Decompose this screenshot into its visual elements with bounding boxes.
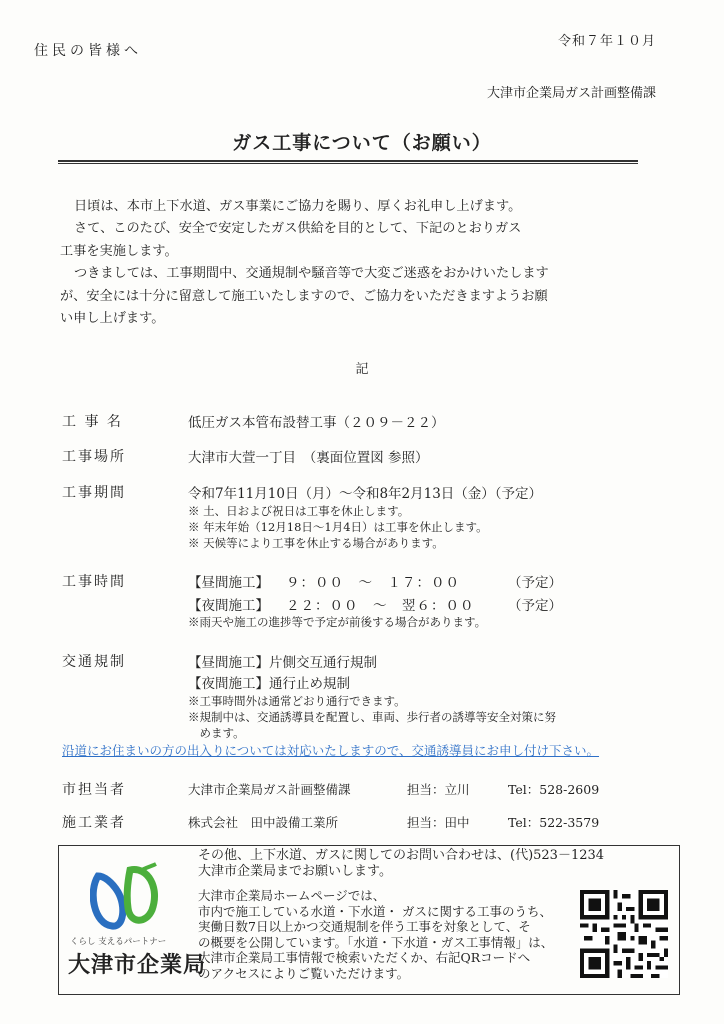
logo-tagline: くらし 支えるパートナー [70, 937, 167, 947]
contractor-person: 担当：田中 [407, 815, 470, 830]
traffic-label: 交通規制 [62, 654, 126, 670]
city-contact-label: 市担当者 [62, 782, 126, 798]
logo-name: 大津市企業局 [68, 953, 207, 978]
contact-inquiry: その他、上下水道、ガスに関してのお問い合わせは、(代)523－1234 大津市企業局までお願いします。 [198, 848, 605, 879]
traffic-day: 【昼間施工】片側交互通行規制 [188, 655, 377, 671]
title-divider-thin [58, 163, 638, 164]
work-name-label: 工 事 名 [62, 414, 123, 430]
work-time-note: ※雨天や施工の進捗等で予定が前後する場合があります。 [188, 615, 487, 629]
qr-code-icon[interactable] [580, 890, 668, 978]
addressee: 住民の皆様へ [34, 43, 142, 59]
contractor-name: 株式会社 田中設備工業所 [188, 815, 339, 830]
work-name-value: 低圧ガス本管布設替工事（２０９－２２） [188, 415, 445, 431]
intro-paragraph-2: さて、このたび、安全で安定したガス供給を目的として、下記のとおりガス 工事を実施します。 [60, 221, 522, 259]
night-work-time: 【夜間施工】 ２２：００ ～ 翌６：００ （予定） [188, 598, 562, 614]
traffic-notes: ※工事時間外は通常どおり通行できます。 ※規制中は、交通誘導員を配置し、車両、歩行者の誘導等安全対策に努 めます。 [188, 694, 556, 740]
intro-paragraph-3: つきましては、工事期間中、交通規制や騒音等で大変ご迷惑をおかけいたします が、安全には十分に留意して施工いたしますので、ご協力をいただきますようお願 い申し上げます。 [60, 266, 549, 326]
city-contact-person: 担当：立川 [407, 782, 470, 797]
work-place-value: 大津市大萱一丁目 （裏面位置図 参照） [188, 450, 429, 466]
contractor-label: 施工業者 [62, 815, 126, 831]
day-work-time: 【昼間施工】 ９：００ ～ １７：００ （予定） [188, 575, 562, 591]
work-period-notes: ※ 土、日および祝日は工事を休止します。 ※ 年末年始（12月18日～1月4日）は工事を休止します。 ※ 天候等により工事を休止する場合があります。 [188, 504, 488, 550]
traffic-night: 【夜間施工】通行止め規制 [188, 676, 350, 692]
intro-paragraph-1: 日頃は、本市上下水道、ガス事業にご協力を賜り、厚くお礼申し上げます。 [74, 199, 522, 214]
otsu-enterprise-logo-icon [90, 862, 160, 934]
title-divider [58, 160, 638, 162]
work-period-value: 令和7年11月10日（月）～令和8年2月13日（金）（予定） [188, 486, 543, 502]
work-place-label: 工事場所 [62, 449, 126, 465]
contractor-tel: Tel：522-3579 [508, 815, 600, 830]
city-contact-tel: Tel：528-2609 [508, 782, 600, 797]
document-date: 令和７年１０月 [557, 34, 656, 49]
issuing-department: 大津市企業局ガス計画整備課 [486, 86, 656, 101]
contact-homepage-info: 大津市企業局ホームページでは、 市内で施工している水道・下水道・ ガスに関する工事のうち、 実働日数7日以上かつ交通規制を伴う工事を対象として、そ の概要を公開しています。「水道・下水道・ガス工事情報」は、 大津市企業局工事情報で検索いただくか、右記QRコードへ のアクセスによりご覧いただけます。 [198, 888, 554, 981]
page-title: ガス工事について（お願い） [232, 132, 492, 154]
city-contact-dept: 大津市企業局ガス計画整備課 [188, 782, 351, 797]
work-period-label: 工事期間 [62, 485, 126, 501]
resident-access-note: 沿道にお住まいの方の出入りについては対応いたしますので、交通誘導員にお申し付け下さい。 [62, 743, 600, 758]
work-time-label: 工事時間 [62, 574, 126, 590]
ki-heading: 記 [355, 362, 369, 377]
